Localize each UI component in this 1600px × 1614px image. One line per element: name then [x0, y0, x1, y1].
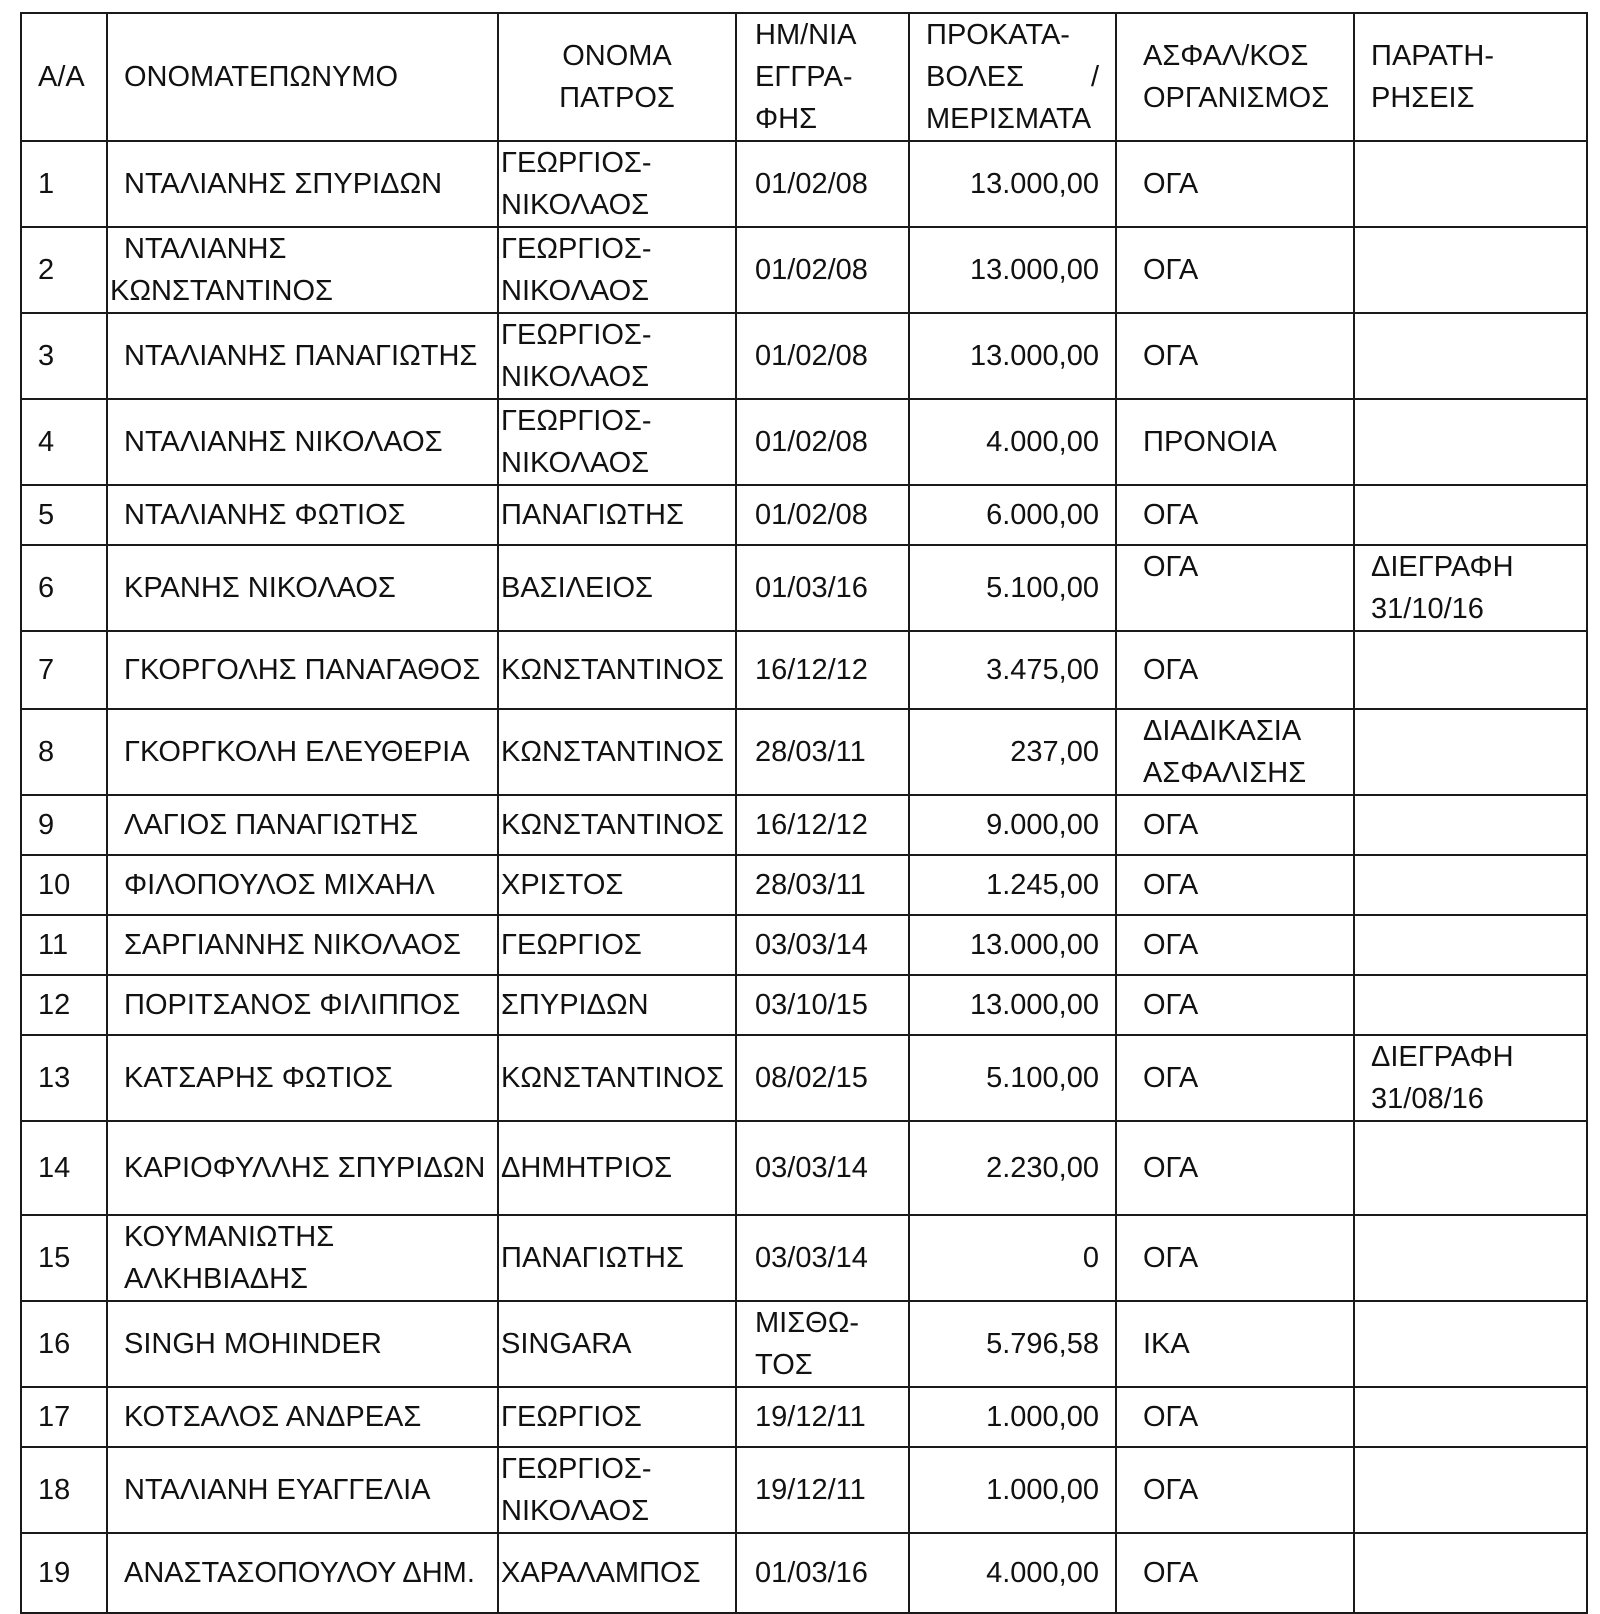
amount-cell: 6.000,00	[909, 485, 1116, 545]
registration-date-cell	[736, 795, 909, 855]
father-name-line: ΔΗΜΗΤΡΙΟΣ	[501, 1152, 673, 1184]
registration-date-cell	[736, 631, 909, 709]
notes-line: ΔΙΕΓΡΑΦΗ	[1371, 1041, 1514, 1073]
father-name-line: SINGARA	[501, 1328, 632, 1360]
registration-date-cell	[736, 1387, 909, 1447]
insurance-org-cell	[1116, 795, 1354, 855]
registration-date-cell	[736, 227, 909, 313]
header-date	[736, 13, 909, 141]
amount-cell: 5.796,58	[909, 1301, 1116, 1387]
members-table	[20, 12, 1588, 1614]
insurance-org-cell	[1116, 227, 1354, 313]
table-row	[21, 795, 1587, 855]
registration-date-line: 08/02/15	[755, 1062, 868, 1094]
insurance-org-cell	[1116, 1447, 1354, 1533]
father-name-line: ΝΙΚΟΛΑΟΣ	[501, 275, 650, 307]
notes-cell	[1354, 915, 1587, 975]
registration-date-line: 28/03/11	[755, 869, 866, 901]
table-row	[21, 1121, 1587, 1215]
amount-cell: 9.000,00	[909, 795, 1116, 855]
registration-date-line: 03/03/14	[755, 929, 868, 961]
father-name-cell	[498, 631, 736, 709]
table-row	[21, 313, 1587, 399]
full-name-line: ΚΟΥΜΑΝΙΩΤΗΣ	[124, 1221, 335, 1253]
insurance-org-line: ΙΚΑ	[1143, 1328, 1190, 1360]
father-name-line: ΓΕΩΡΓΙΟΣ	[501, 1401, 642, 1433]
amount-cell: 1.000,00	[909, 1447, 1116, 1533]
row-number: 7	[21, 631, 107, 709]
full-name-line: ΝΤΑΛΙΑΝΗ ΕΥΑΓΓΕΛΙΑ	[124, 1474, 431, 1506]
full-name-line: ΝΤΑΛΙΑΝΗΣ ΣΠΥΡΙΔΩΝ	[124, 168, 443, 200]
insurance-org-line: ΟΓΑ	[1143, 929, 1199, 961]
father-name-cell	[498, 313, 736, 399]
header-org-line: ΑΣΦΑΛ/ΚΟΣ	[1143, 40, 1309, 72]
row-number: 6	[21, 545, 107, 631]
header-notes-line: ΠΑΡΑΤΗ-	[1371, 40, 1494, 72]
full-name-cell	[107, 1533, 498, 1613]
registration-date-line: 16/12/12	[755, 809, 868, 841]
table-row	[21, 141, 1587, 227]
insurance-org-cell	[1116, 1387, 1354, 1447]
registration-date-cell	[736, 485, 909, 545]
header-father	[498, 13, 736, 141]
amount-cell: 13.000,00	[909, 141, 1116, 227]
notes-line: ΔΙΕΓΡΑΦΗ	[1371, 551, 1514, 583]
insurance-org-line: ΑΣΦΑΛΙΣΗΣ	[1143, 757, 1307, 789]
registration-date-cell	[736, 1533, 909, 1613]
insurance-org-line: ΟΓΑ	[1143, 1242, 1199, 1274]
registration-date-cell	[736, 855, 909, 915]
father-name-cell	[498, 975, 736, 1035]
registration-date-cell	[736, 1215, 909, 1301]
header-row	[21, 13, 1587, 141]
registration-date-line: 16/12/12	[755, 654, 868, 686]
registration-date-line: 01/02/08	[755, 340, 868, 372]
registration-date-cell	[736, 545, 909, 631]
insurance-org-line: ΟΓΑ	[1143, 1152, 1199, 1184]
table-row	[21, 227, 1587, 313]
insurance-org-cell	[1116, 313, 1354, 399]
father-name-line: ΧΑΡΑΛΑΜΠΟΣ	[501, 1557, 701, 1589]
father-name-line: ΓΕΩΡΓΙΟΣ-	[501, 1453, 652, 1485]
registration-date-line: 01/03/16	[755, 1557, 868, 1589]
insurance-org-cell	[1116, 631, 1354, 709]
amount-cell: 0	[909, 1215, 1116, 1301]
registration-date-line: ΤΟΣ	[755, 1349, 813, 1381]
insurance-org-line: ΟΓΑ	[1143, 168, 1199, 200]
full-name-cell	[107, 1301, 498, 1387]
father-name-cell	[498, 709, 736, 795]
full-name-cell	[107, 485, 498, 545]
notes-line: 31/10/16	[1371, 593, 1484, 625]
amount-cell: 237,00	[909, 709, 1116, 795]
header-notes	[1354, 13, 1587, 141]
father-name-line: ΓΕΩΡΓΙΟΣ-	[501, 319, 652, 351]
insurance-org-line: ΔΙΑΔΙΚΑΣΙΑ	[1143, 715, 1302, 747]
amount-cell: 2.230,00	[909, 1121, 1116, 1215]
registration-date-line: 03/10/15	[755, 989, 868, 1021]
registration-date-line: 01/02/08	[755, 499, 868, 531]
full-name-cell	[107, 795, 498, 855]
row-number: 8	[21, 709, 107, 795]
amount-cell: 3.475,00	[909, 631, 1116, 709]
father-name-line: ΝΙΚΟΛΑΟΣ	[501, 189, 650, 221]
registration-date-cell	[736, 399, 909, 485]
full-name-line: ΑΛΚΗΒΙΑΔΗΣ	[124, 1263, 308, 1295]
full-name-line: ΓΚΟΡΓΟΛΗΣ ΠΑΝΑΓΑΘΟΣ	[124, 654, 481, 686]
insurance-org-line: ΟΓΑ	[1143, 340, 1199, 372]
notes-cell	[1354, 709, 1587, 795]
amount-cell: 13.000,00	[909, 915, 1116, 975]
full-name-cell	[107, 545, 498, 631]
header-date-line: ΗΜ/ΝΙΑ	[755, 19, 857, 51]
full-name-cell	[107, 631, 498, 709]
document-sheet	[20, 12, 1586, 1614]
full-name-cell	[107, 975, 498, 1035]
father-name-cell	[498, 1387, 736, 1447]
father-name-cell	[498, 1215, 736, 1301]
header-org-line: ΟΡΓΑΝΙΣΜΟΣ	[1143, 82, 1330, 114]
registration-date-cell	[736, 1035, 909, 1121]
full-name-line: ΣΑΡΓΙΑΝΝΗΣ ΝΙΚΟΛΑΟΣ	[124, 929, 461, 961]
header-amount-slash: /	[1090, 61, 1099, 93]
father-name-line: ΓΕΩΡΓΙΟΣ-	[501, 233, 652, 265]
row-number: 3	[21, 313, 107, 399]
row-number: 5	[21, 485, 107, 545]
father-name-cell	[498, 915, 736, 975]
full-name-line: ΝΤΑΛΙΑΝΗΣ ΝΙΚΟΛΑΟΣ	[124, 426, 443, 458]
registration-date-line: 01/03/16	[755, 572, 868, 604]
full-name-line: ΝΤΑΛΙΑΝΗΣ	[124, 233, 287, 265]
insurance-org-line: ΟΓΑ	[1143, 1401, 1199, 1433]
registration-date-line: 01/02/08	[755, 254, 868, 286]
full-name-cell	[107, 1035, 498, 1121]
header-amount-line	[926, 56, 1115, 98]
father-name-line: ΝΙΚΟΛΑΟΣ	[501, 1495, 650, 1527]
header-amount-line: ΜΕΡΙΣΜΑΤΑ	[926, 103, 1092, 135]
full-name-cell	[107, 915, 498, 975]
full-name-line: ΚΟΤΣΑΛΟΣ ΑΝΔΡΕΑΣ	[124, 1401, 422, 1433]
header-date-line: ΕΓΓΡΑ-	[755, 61, 853, 93]
full-name-line: ΚΩΝΣΤΑΝΤΙΝΟΣ	[110, 275, 333, 307]
row-number: 17	[21, 1387, 107, 1447]
notes-cell	[1354, 795, 1587, 855]
full-name-cell	[107, 855, 498, 915]
row-number: 1	[21, 141, 107, 227]
amount-cell: 5.100,00	[909, 1035, 1116, 1121]
notes-cell	[1354, 1035, 1587, 1121]
notes-cell	[1354, 855, 1587, 915]
registration-date-line: 19/12/11	[755, 1401, 866, 1433]
registration-date-cell	[736, 975, 909, 1035]
row-number: 18	[21, 1447, 107, 1533]
registration-date-cell	[736, 313, 909, 399]
father-name-cell	[498, 227, 736, 313]
insurance-org-cell	[1116, 975, 1354, 1035]
father-name-line: ΧΡΙΣΤΟΣ	[501, 869, 624, 901]
father-name-cell	[498, 1447, 736, 1533]
table-row	[21, 915, 1587, 975]
table-row	[21, 1387, 1587, 1447]
table-row	[21, 1215, 1587, 1301]
father-name-cell	[498, 1035, 736, 1121]
full-name-cell	[107, 399, 498, 485]
notes-cell	[1354, 975, 1587, 1035]
notes-cell	[1354, 485, 1587, 545]
father-name-cell	[498, 1533, 736, 1613]
table-row	[21, 1533, 1587, 1613]
notes-cell	[1354, 141, 1587, 227]
table-row	[21, 1035, 1587, 1121]
father-name-line: ΒΑΣΙΛΕΙΟΣ	[501, 572, 653, 604]
row-number: 10	[21, 855, 107, 915]
notes-line: 31/08/16	[1371, 1083, 1484, 1115]
insurance-org-line: ΟΓΑ	[1143, 869, 1199, 901]
notes-cell	[1354, 631, 1587, 709]
table-row	[21, 855, 1587, 915]
registration-date-line: 03/03/14	[755, 1152, 868, 1184]
father-name-cell	[498, 485, 736, 545]
registration-date-cell	[736, 1447, 909, 1533]
insurance-org-line: ΠΡΟΝΟΙΑ	[1143, 426, 1277, 458]
amount-cell: 4.000,00	[909, 399, 1116, 485]
father-name-line: ΠΑΝΑΓΙΩΤΗΣ	[501, 1242, 684, 1274]
insurance-org-cell	[1116, 1035, 1354, 1121]
table-row	[21, 545, 1587, 631]
notes-cell	[1354, 399, 1587, 485]
insurance-org-cell	[1116, 399, 1354, 485]
notes-cell	[1354, 545, 1587, 631]
father-name-line: ΣΠΥΡΙΔΩΝ	[501, 989, 649, 1021]
row-number: 9	[21, 795, 107, 855]
table-row	[21, 631, 1587, 709]
full-name-cell	[107, 1387, 498, 1447]
notes-cell	[1354, 1533, 1587, 1613]
header-aa: Α/Α	[21, 13, 107, 141]
notes-cell	[1354, 1121, 1587, 1215]
father-name-line: ΠΑΝΑΓΙΩΤΗΣ	[501, 499, 684, 531]
registration-date-line: 03/03/14	[755, 1242, 868, 1274]
full-name-line: ΚΑΡΙΟΦΥΛΛΗΣ ΣΠΥΡΙΔΩΝ	[124, 1152, 486, 1184]
insurance-org-line: ΟΓΑ	[1143, 989, 1199, 1021]
insurance-org-line: ΟΓΑ	[1143, 499, 1199, 531]
registration-date-line: ΜΙΣΘΩ-	[755, 1307, 860, 1339]
amount-cell: 5.100,00	[909, 545, 1116, 631]
insurance-org-line: ΟΓΑ	[1143, 551, 1199, 583]
amount-cell: 13.000,00	[909, 975, 1116, 1035]
father-name-line: ΚΩΝΣΤΑΝΤΙΝΟΣ	[501, 809, 724, 841]
father-name-line: ΚΩΝΣΤΑΝΤΙΝΟΣ	[501, 1062, 724, 1094]
notes-cell	[1354, 1387, 1587, 1447]
father-name-cell	[498, 795, 736, 855]
row-number: 13	[21, 1035, 107, 1121]
row-number: 2	[21, 227, 107, 313]
full-name-cell	[107, 141, 498, 227]
header-org	[1116, 13, 1354, 141]
table-row	[21, 485, 1587, 545]
row-number: 19	[21, 1533, 107, 1613]
table-row	[21, 975, 1587, 1035]
table-row	[21, 1447, 1587, 1533]
amount-cell: 13.000,00	[909, 313, 1116, 399]
father-name-cell	[498, 545, 736, 631]
father-name-line: ΝΙΚΟΛΑΟΣ	[501, 447, 650, 479]
insurance-org-line: ΟΓΑ	[1143, 809, 1199, 841]
father-name-cell	[498, 399, 736, 485]
father-name-line: ΓΕΩΡΓΙΟΣ-	[501, 405, 652, 437]
insurance-org-line: ΟΓΑ	[1143, 1557, 1199, 1589]
insurance-org-cell	[1116, 1533, 1354, 1613]
registration-date-line: 19/12/11	[755, 1474, 866, 1506]
header-father-line: ΟΝΟΜΑ	[562, 40, 672, 72]
registration-date-cell	[736, 915, 909, 975]
header-amount	[909, 13, 1116, 141]
row-number: 14	[21, 1121, 107, 1215]
insurance-org-line: ΟΓΑ	[1143, 654, 1199, 686]
amount-cell: 1.245,00	[909, 855, 1116, 915]
notes-cell	[1354, 1447, 1587, 1533]
insurance-org-cell	[1116, 485, 1354, 545]
full-name-line: ΠΟΡΙΤΣΑΝΟΣ ΦΙΛΙΠΠΟΣ	[124, 989, 461, 1021]
full-name-cell	[107, 227, 498, 313]
amount-cell: 4.000,00	[909, 1533, 1116, 1613]
father-name-cell	[498, 855, 736, 915]
insurance-org-cell	[1116, 1215, 1354, 1301]
registration-date-line: 01/02/08	[755, 168, 868, 200]
registration-date-line: 01/02/08	[755, 426, 868, 458]
row-number: 11	[21, 915, 107, 975]
father-name-line: ΝΙΚΟΛΑΟΣ	[501, 361, 650, 393]
father-name-cell	[498, 1301, 736, 1387]
amount-cell: 1.000,00	[909, 1387, 1116, 1447]
registration-date-cell	[736, 709, 909, 795]
insurance-org-cell	[1116, 1301, 1354, 1387]
full-name-line: SINGH MOHINDER	[124, 1328, 382, 1360]
row-number: 4	[21, 399, 107, 485]
row-number: 15	[21, 1215, 107, 1301]
father-name-line: ΓΕΩΡΓΙΟΣ-	[501, 147, 652, 179]
registration-date-cell	[736, 1301, 909, 1387]
notes-cell	[1354, 1215, 1587, 1301]
father-name-cell	[498, 141, 736, 227]
full-name-cell	[107, 313, 498, 399]
header-amount-word: ΒΟΛΕΣ	[926, 61, 1025, 93]
full-name-line: ΝΤΑΛΙΑΝΗΣ ΠΑΝΑΓΙΩΤΗΣ	[124, 340, 478, 372]
registration-date-line: 28/03/11	[755, 736, 866, 768]
insurance-org-line: ΟΓΑ	[1143, 1062, 1199, 1094]
full-name-line: ΚΡΑΝΗΣ ΝΙΚΟΛΑΟΣ	[124, 572, 396, 604]
full-name-cell	[107, 1215, 498, 1301]
table-row	[21, 1301, 1587, 1387]
full-name-cell	[107, 1447, 498, 1533]
full-name-line: ΑΝΑΣΤΑΣΟΠΟΥΛΟΥ ΔΗΜ.	[124, 1557, 475, 1589]
insurance-org-cell	[1116, 915, 1354, 975]
full-name-line: ΦΙΛΟΠΟΥΛΟΣ ΜΙΧΑΗΛ	[124, 869, 435, 901]
row-number: 12	[21, 975, 107, 1035]
insurance-org-cell	[1116, 709, 1354, 795]
amount-cell: 13.000,00	[909, 227, 1116, 313]
full-name-line: ΛΑΓΙΟΣ ΠΑΝΑΓΙΩΤΗΣ	[124, 809, 419, 841]
full-name-cell	[107, 709, 498, 795]
father-name-cell	[498, 1121, 736, 1215]
notes-cell	[1354, 313, 1587, 399]
father-name-line: ΚΩΝΣΤΑΝΤΙΝΟΣ	[501, 654, 724, 686]
header-father-line: ΠΑΤΡΟΣ	[559, 82, 675, 114]
father-name-line: ΓΕΩΡΓΙΟΣ	[501, 929, 642, 961]
registration-date-cell	[736, 1121, 909, 1215]
full-name-line: ΓΚΟΡΓΚΟΛΗ ΕΛΕΥΘΕΡΙΑ	[124, 736, 470, 768]
row-number: 16	[21, 1301, 107, 1387]
full-name-line: ΝΤΑΛΙΑΝΗΣ ΦΩΤΙΟΣ	[124, 499, 406, 531]
insurance-org-cell	[1116, 1121, 1354, 1215]
header-notes-line: ΡΗΣΕΙΣ	[1371, 82, 1475, 114]
registration-date-cell	[736, 141, 909, 227]
table-row	[21, 709, 1587, 795]
father-name-line: ΚΩΝΣΤΑΝΤΙΝΟΣ	[501, 736, 724, 768]
table-row	[21, 399, 1587, 485]
insurance-org-cell	[1116, 141, 1354, 227]
insurance-org-line: ΟΓΑ	[1143, 254, 1199, 286]
full-name-cell	[107, 1121, 498, 1215]
insurance-org-cell	[1116, 855, 1354, 915]
header-name: ΟΝΟΜΑΤΕΠΩΝΥΜΟ	[107, 13, 498, 141]
header-date-line: ΦΗΣ	[755, 103, 818, 135]
notes-cell	[1354, 227, 1587, 313]
header-amount-line: ΠΡΟΚΑΤΑ-	[926, 19, 1070, 51]
insurance-org-line: ΟΓΑ	[1143, 1474, 1199, 1506]
notes-cell	[1354, 1301, 1587, 1387]
full-name-line: ΚΑΤΣΑΡΗΣ ΦΩΤΙΟΣ	[124, 1062, 393, 1094]
insurance-org-cell	[1116, 545, 1354, 631]
